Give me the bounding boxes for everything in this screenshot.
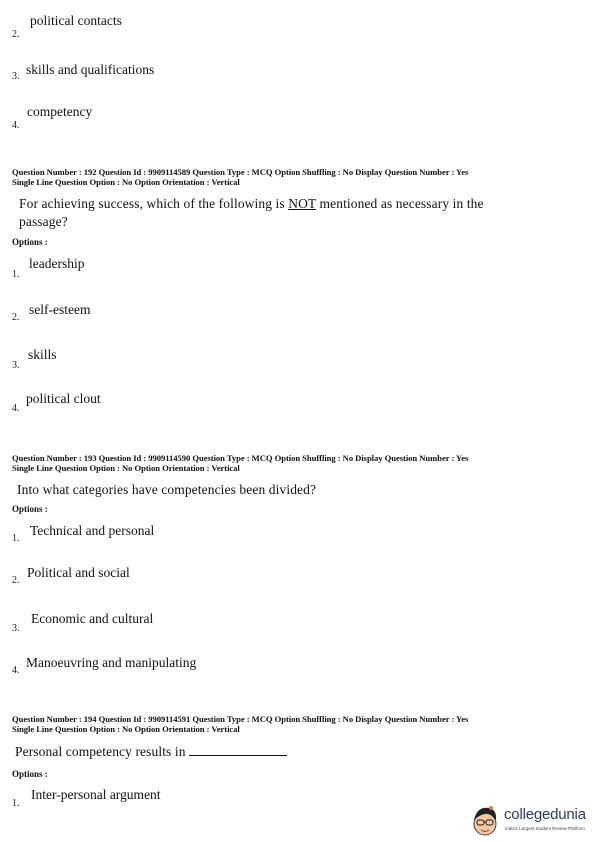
prev-option-2-number: 2.	[12, 29, 20, 40]
options-label: Options :	[12, 237, 48, 247]
option-text: Manoeuvring and manipulating	[26, 655, 197, 670]
option-number: 4.	[12, 665, 20, 676]
options-label: Options :	[12, 769, 48, 779]
option-text: skills	[28, 347, 57, 362]
option-text: political clout	[26, 391, 101, 406]
option-number: 2.	[12, 312, 20, 323]
question-meta-line2: Single Line Question Option : No Option Orientation : Vertical	[12, 177, 240, 187]
prev-option-3-number: 3.	[12, 71, 20, 82]
question-192-meta	[12, 167, 468, 187]
answer-blank-line	[189, 743, 287, 756]
question-meta-line1: Question Number : 192 Question Id : 9909114589 Question Type : MCQ Option Shuffling : No Display Question Number : Yes	[12, 167, 469, 177]
question-text-underlined: NOT	[288, 196, 317, 211]
option-text: Technical and personal	[30, 523, 155, 538]
prev-option-3-text: skills and qualifications	[26, 62, 155, 77]
question-text-part: mentioned as necessary in the	[316, 196, 484, 211]
question-text-part: For achieving success, which of the following is	[19, 196, 289, 211]
prev-option-4-text: competency	[27, 104, 93, 119]
question-meta-line2: Single Line Question Option : No Option Orientation : Vertical	[12, 724, 240, 734]
logo-tagline: India's Largest Student Review Platform	[505, 826, 585, 831]
option-number: 3.	[12, 623, 20, 634]
question-194-meta	[12, 714, 468, 734]
option-text: self-esteem	[29, 302, 91, 317]
option-number: 3.	[12, 360, 20, 371]
option-number: 4.	[12, 403, 20, 414]
question-meta-line1: Question Number : 194 Question Id : 9909114591 Question Type : MCQ Option Shuffling : No Display Question Number : Yes	[12, 714, 469, 724]
option-number: 1.	[12, 533, 20, 544]
question-meta-line1: Question Number : 193 Question Id : 9909114590 Question Type : MCQ Option Shuffling : No Display Question Number : Yes	[12, 453, 469, 463]
option-text: Inter-personal argument	[31, 787, 161, 802]
prev-option-4-number: 4.	[12, 120, 20, 131]
question-193-meta	[12, 453, 468, 473]
option-text: leadership	[29, 256, 85, 271]
options-label: Options :	[12, 504, 48, 514]
question-194-text	[15, 743, 287, 761]
option-text: Economic and cultural	[31, 611, 154, 626]
question-meta-line2: Single Line Question Option : No Option Orientation : Vertical	[12, 463, 240, 473]
option-text: Political and social	[27, 565, 130, 580]
question-text-line2: passage?	[19, 214, 68, 229]
logo-brand-text: collegedunia	[504, 806, 586, 823]
question-text-part: Personal competency results in	[15, 744, 186, 759]
option-number: 1.	[12, 798, 20, 809]
option-number: 2.	[12, 575, 20, 586]
option-number: 1.	[12, 269, 20, 280]
question-193-text: Into what categories have competencies been divided?	[17, 482, 317, 497]
question-192-text	[19, 195, 484, 231]
prev-option-2-text: political contacts	[30, 13, 122, 28]
